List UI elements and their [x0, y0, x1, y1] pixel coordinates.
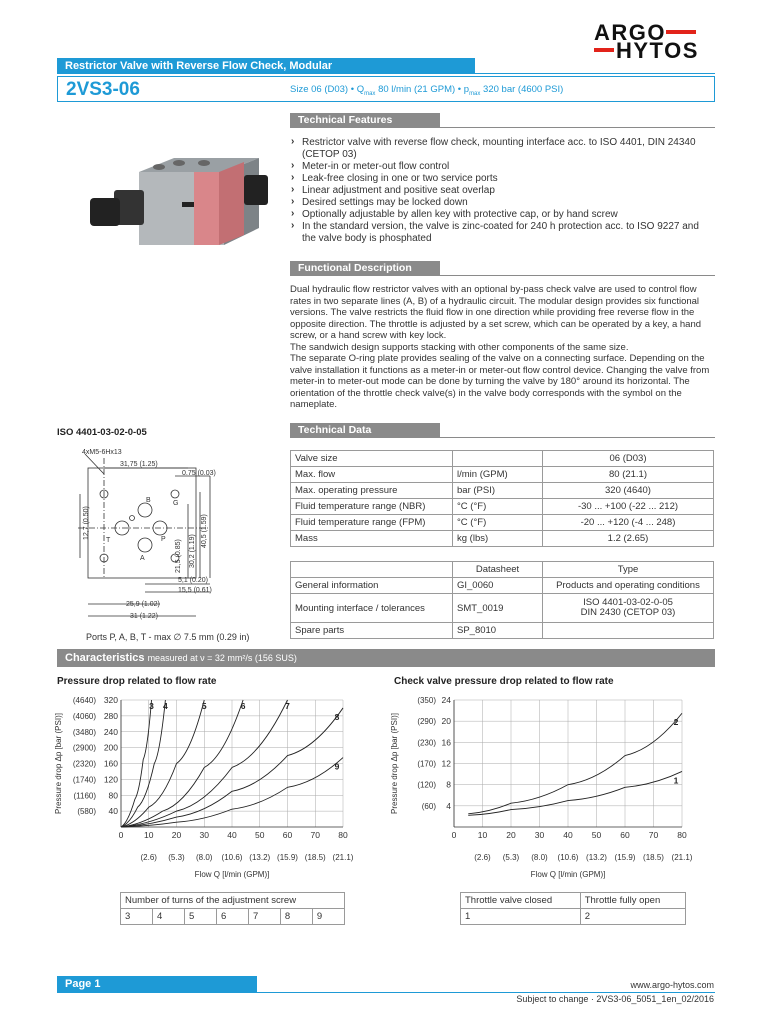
datasheet-table	[290, 561, 714, 639]
table-header-row: Datasheet Type	[291, 562, 714, 578]
x-tick-secondary: (2.6)	[474, 853, 491, 862]
y-tick-secondary: (60)	[421, 801, 436, 811]
dim-label: 21,5 (0.85)	[175, 539, 182, 573]
x-tick-secondary: (8.0)	[196, 853, 213, 862]
model-number: 2VS3-06	[66, 79, 140, 100]
spec-size: Size 06 (D03)	[290, 84, 349, 95]
x-tick-secondary: (5.3)	[502, 853, 520, 862]
port-label: G	[173, 500, 179, 507]
table-row: Mass kg (lbs) 1.2 (2.65)	[291, 531, 714, 547]
series-label-1: 1	[673, 775, 679, 786]
page-number: Page 1	[57, 976, 257, 993]
x-tick-label: 70	[648, 830, 659, 840]
table-header-row: Number of turns of the adjustment screw	[121, 893, 345, 909]
dim-label: 15,5 (0.61)	[178, 587, 212, 594]
section-technical-data: Technical Data	[290, 423, 440, 438]
table-row: Fluid temperature range (NBR) °C (°F) -30 ... +100 (-22 ... 212)	[291, 499, 714, 515]
x-tick-label: 10	[477, 830, 488, 840]
x-tick-label: 60	[282, 830, 293, 840]
table-row: 3 4 5 6 7 8 9	[121, 909, 345, 925]
y-tick-secondary: (2320)	[72, 759, 96, 769]
dim-label: 25,9 (1.02)	[126, 601, 160, 608]
table-row: General information GI_0060 Products and operating conditions	[291, 578, 714, 594]
x-tick-label: 10	[144, 830, 154, 840]
x-tick-label: 30	[199, 830, 209, 840]
x-tick-secondary: (13.2)	[249, 853, 271, 862]
y-tick-label: 20	[441, 716, 451, 727]
functional-text: Dual hydraulic flow restrictor valves with an optional by-pass check valve are used to control flow rates in two separate lines (A, B) of a hydraulic circuit. The modular design provides six functional versions. The valve restricts the fluid flow in one direction while providing free reverse flow in the opposite direction. The throttle is adjusted by a set screw, which can be operated by a key, a hand screw, or a hand screw with key lock. The sandwich design supports stacking with other components of the same size. The separate O-ring plate provides sealing of the valve on a connecting surface. Depending on the valve installation it functions as a meter-in or meter-out flow control device. Changing the valve from meter-in to meter-out mode can be done by turning the valve by 180° around its horizontal. The orientation of the throttle check valve(s) in the valve body corresponds with the symbol on the nameplate.	[290, 284, 710, 410]
x-tick-label: 70	[310, 830, 320, 840]
dim-label: 31,75 (1.25)	[120, 461, 158, 468]
y-tick-secondary: (290)	[417, 717, 436, 727]
y-tick-secondary: (1160)	[73, 791, 96, 801]
drawing-title: ISO 4401-03-02-0-05	[57, 427, 147, 438]
x-tick-secondary: (5.3)	[168, 853, 185, 862]
y-tick-label: 16	[441, 737, 451, 748]
y-axis-label: Pressure drop Δp [bar (PSI)]	[390, 713, 399, 814]
x-tick-secondary: (2.6)	[140, 853, 157, 862]
series-label-7: 7	[285, 701, 290, 711]
chart-check-valve	[388, 690, 698, 880]
section-functional-description: Functional Description	[290, 261, 440, 276]
technical-data-table	[290, 450, 714, 547]
spec-qmax: 80 l/min (21 GPM)	[378, 84, 456, 95]
footer-url[interactable]: www.argo-hytos.com	[630, 980, 714, 990]
drawing-caption: Ports P, A, B, T - max ∅ 7.5 mm (0.29 in)	[86, 632, 250, 642]
series-label-8: 8	[334, 711, 340, 722]
feature-item: › Linear adjustment and positive seat overlap	[290, 185, 715, 197]
table-header-row: Throttle valve closed Throttle fully open	[461, 893, 686, 909]
chart-pressure-drop	[52, 690, 354, 880]
y-tick-label: 200	[103, 742, 118, 753]
logo-dash	[594, 48, 614, 52]
dim-label: 12,7 (0.50)	[83, 506, 90, 540]
mounting-interface-drawing	[60, 448, 285, 633]
spec-pmax: 320 bar (4600 PSI)	[483, 84, 564, 95]
dim-label: 31 (1.22)	[130, 613, 159, 620]
port-label: T	[106, 537, 111, 544]
series-label-2: 2	[673, 717, 679, 728]
dim-thread: 4xM5-6Hx13	[82, 449, 122, 456]
logo-dash	[666, 30, 696, 34]
x-tick-secondary: (10.6)	[557, 853, 579, 862]
port-label: B	[146, 497, 151, 504]
x-axis-label: Flow Q [l/min (GPM)]	[194, 870, 270, 879]
series-line-1	[468, 771, 682, 815]
feature-item: › Desired settings may be locked down	[290, 197, 715, 209]
feature-list	[290, 137, 715, 245]
argo-hytos-logo	[594, 22, 714, 62]
feature-item: › Optionally adjustable by allen key with protective cap, or by hand screw	[290, 209, 715, 221]
x-tick-label: 20	[506, 830, 516, 840]
title-divider	[475, 73, 715, 74]
table-row: Fluid temperature range (FPM) °C (°F) -20 ... +120 (-4 ... 248)	[291, 515, 714, 531]
table-row: Spare parts SP_8010	[291, 623, 714, 639]
series-label-4: 4	[163, 701, 168, 711]
x-tick-label: 60	[620, 830, 630, 840]
x-tick-label: 80	[338, 830, 348, 840]
x-tick-secondary: (21.1)	[671, 853, 693, 862]
section-characteristics: Characteristics measured at ν = 32 mm²/s (156 SUS)	[57, 649, 715, 667]
series-label-3: 3	[149, 701, 154, 711]
x-tick-label: 30	[534, 830, 545, 840]
table-row: Mounting interface / tolerances SMT_0019 ISO 4401-03-02-0-05 DIN 2430 (CETOP 03)	[291, 594, 714, 623]
x-tick-label: 80	[677, 830, 687, 840]
feature-item: › Leak-free closing in one or two service ports	[290, 173, 715, 185]
feature-item: › Meter-in or meter-out flow control	[290, 161, 715, 173]
y-tick-label: 8	[446, 779, 451, 790]
table-row: Max. operating pressure bar (PSI) 320 (4640)	[291, 483, 714, 499]
x-tick-secondary: (8.0)	[531, 853, 548, 862]
x-tick-label: 40	[227, 830, 237, 840]
y-tick-secondary: (2900)	[72, 743, 96, 753]
feature-item: › In the standard version, the valve is zinc-coated for 240 h protection acc. to ISO 9227 and the valve body is phosphated	[290, 221, 715, 245]
y-tick-label: 160	[103, 758, 118, 769]
y-tick-secondary: (1740)	[72, 775, 96, 785]
section-line	[440, 437, 715, 438]
x-tick-label: 50	[591, 830, 602, 840]
y-axis-label: Pressure drop Δp [bar (PSI)]	[54, 713, 63, 814]
x-tick-secondary: (13.2)	[586, 853, 607, 862]
y-tick-secondary: (230)	[417, 738, 436, 748]
x-tick-secondary: (21.1)	[332, 853, 354, 862]
x-tick-label: 0	[451, 830, 457, 840]
y-tick-secondary: (350)	[417, 696, 436, 705]
y-tick-label: 120	[103, 774, 118, 785]
logo-line2: HYTOS	[616, 38, 699, 63]
footer-line	[257, 992, 715, 993]
y-tick-label: 280	[103, 710, 118, 721]
x-tick-secondary: (18.5)	[643, 853, 664, 862]
y-tick-secondary: (4060)	[72, 711, 96, 721]
x-tick-secondary: (18.5)	[304, 853, 326, 862]
port-label: P	[161, 536, 166, 543]
header-specs: Size 06 (D03) • $Q_{max}$ 80 l/min (21 GPM) • $p_{max}$ 320 bar (4600 PSI)	[290, 84, 564, 97]
product-title-bar: Restrictor Valve with Reverse Flow Check, Modular	[57, 58, 475, 74]
port-label: A	[140, 555, 145, 562]
x-tick-label: 20	[171, 830, 182, 840]
x-tick-label: 0	[118, 830, 124, 840]
y-tick-secondary: (3480)	[72, 727, 96, 737]
logo-line1: ARGO	[594, 20, 666, 45]
series-label-6: 6	[240, 701, 246, 711]
x-tick-secondary: (10.6)	[221, 853, 243, 862]
chart2-title: Check valve pressure drop related to flow rate	[394, 676, 614, 687]
footer-subject: Subject to change · 2VS3-06_5051_1en_02/2016	[516, 994, 714, 1004]
y-tick-secondary: (580)	[77, 807, 96, 817]
throttle-table	[460, 892, 686, 925]
table-row: Max. flow l/min (GPM) 80 (21.1)	[291, 467, 714, 483]
x-tick-secondary: (15.9)	[614, 853, 636, 862]
dim-label: 5,1 (0.20)	[178, 577, 208, 584]
x-axis-label: Flow Q [l/min (GPM)]	[530, 870, 606, 879]
dim-label: 30,2 (1.19)	[189, 534, 196, 568]
y-tick-label: 80	[108, 790, 118, 801]
x-tick-label: 40	[563, 830, 573, 840]
dim-label: 40,5 (1.59)	[201, 514, 208, 548]
series-label-9: 9	[334, 761, 340, 772]
y-tick-label: 40	[108, 806, 118, 817]
section-line	[440, 127, 715, 128]
dim-label: 0.75 (0.03)	[182, 470, 216, 477]
feature-item: › Restrictor valve with reverse flow check, mounting interface acc. to ISO 4401, DIN 24340 (CETOP 03)	[290, 137, 715, 161]
table-row: Valve size 06 (D03)	[291, 451, 714, 467]
product-image	[84, 150, 274, 255]
series-label-5: 5	[201, 701, 207, 711]
y-tick-secondary: (170)	[417, 759, 436, 769]
x-tick-label: 50	[255, 830, 265, 840]
table-row: 1 2	[461, 909, 686, 925]
x-tick-secondary: (15.9)	[277, 853, 298, 862]
y-tick-secondary: (120)	[417, 780, 436, 790]
y-tick-label: 4	[446, 800, 451, 811]
chart1-title: Pressure drop related to flow rate	[57, 676, 217, 687]
y-tick-label: 320	[103, 695, 118, 705]
turns-table	[120, 892, 345, 925]
section-technical-features: Technical Features	[290, 113, 440, 128]
y-tick-label: 240	[103, 726, 118, 737]
y-tick-secondary: (4640)	[72, 696, 96, 705]
y-tick-label: 24	[441, 695, 451, 705]
y-tick-label: 12	[441, 758, 451, 769]
section-line	[440, 275, 715, 276]
